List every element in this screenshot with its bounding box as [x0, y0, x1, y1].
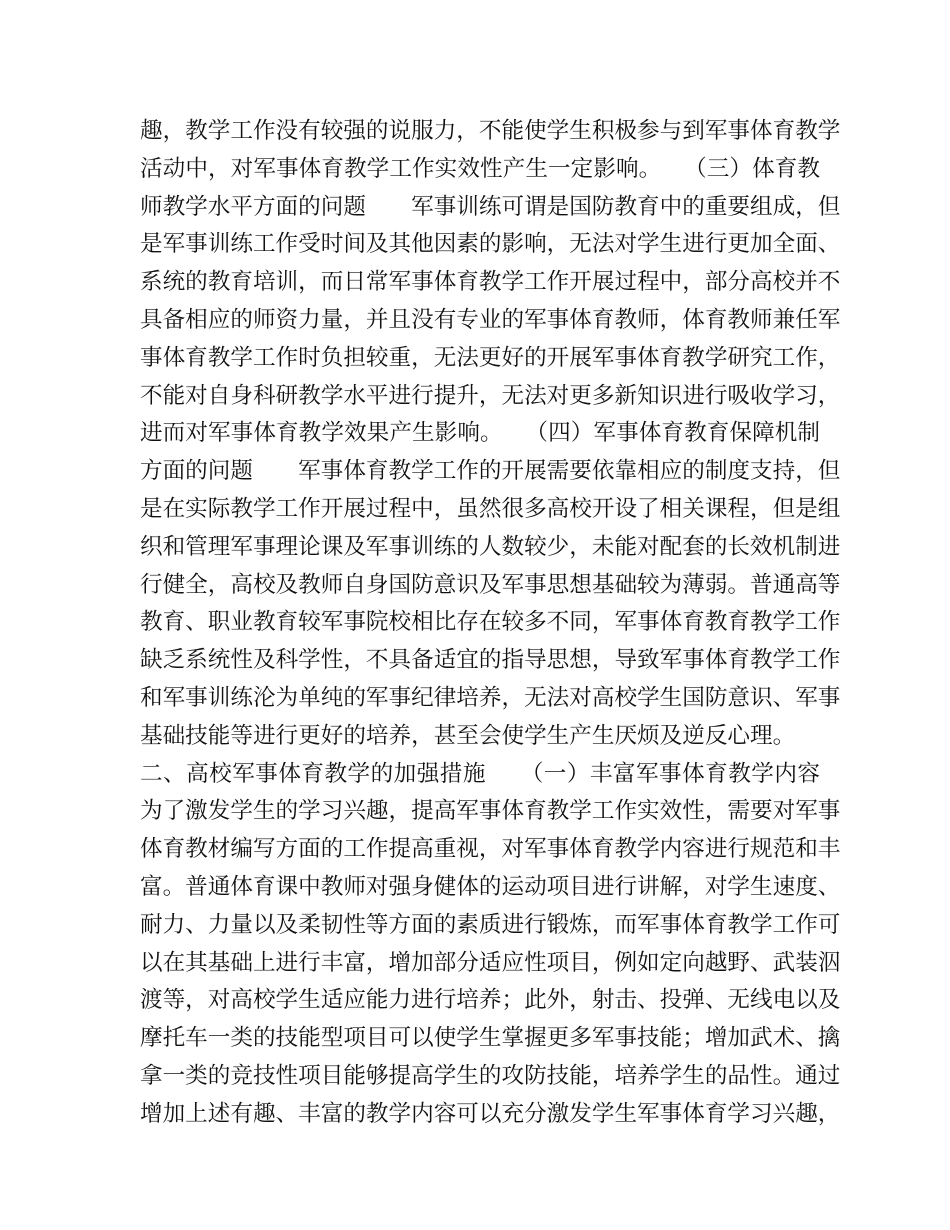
text-line: 和军事训练沦为单纯的军事纪律培养，无法对高校学生国防意识、军事	[140, 684, 841, 711]
text-line: 耐力、力量以及柔韧性等方面的素质进行锻炼，而军事体育教学工作可	[140, 911, 841, 938]
text-line: 系统的教育培训，而日常军事体育教学工作开展过程中，部分高校并不	[140, 269, 841, 296]
text-line: 渡等，对高校学生适应能力进行培养；此外，射击、投弹、无线电以及	[140, 987, 841, 1014]
text-line: 增加上述有趣、丰富的教学内容可以充分激发学生军事体育学习兴趣，	[140, 1100, 841, 1127]
text-line: 富。普通体育课中教师对强身健体的运动项目进行讲解，对学生速度、	[140, 873, 841, 900]
text-line: 以在其基础上进行丰富，增加部分适应性项目，例如定向越野、武装泅	[140, 949, 841, 976]
text-line: 是军事训练工作受时间及其他因素的影响，无法对学生进行更加全面、	[140, 231, 841, 258]
body-text	[140, 113, 841, 1134]
text-line: 活动中，对军事体育教学工作实效性产生一定影响。 （三）体育教	[140, 155, 820, 182]
text-line: 趣，教学工作没有较强的说服力，不能使学生积极参与到军事体育教学	[140, 118, 841, 144]
text-line: 具备相应的师资力量，并且没有专业的军事体育教师，体育教师兼任军	[140, 306, 841, 333]
text-line: 织和管理军事理论课及军事训练的人数较少，未能对配套的长效机制进	[140, 533, 841, 560]
text-line: 摩托车一类的技能型项目可以使学生掌握更多军事技能；增加武术、擒	[140, 1025, 841, 1052]
text-line: 方面的问题 军事体育教学工作的开展需要依靠相应的制度支持，但	[140, 458, 841, 485]
text-line: 教育、职业教育较军事院校相比存在较多不同，军事体育教育教学工作	[140, 609, 841, 636]
text-line: 进而对军事体育教学效果产生影响。 （四）军事体育教育保障机制	[140, 420, 820, 447]
text-line: 拿一类的竞技性项目能够提高学生的攻防技能，培养学生的品性。通过	[140, 1062, 841, 1089]
text-line: 行健全，高校及教师自身国防意识及军事思想基础较为薄弱。普通高等	[140, 571, 841, 598]
section-heading-line: 二、高校军事体育教学的加强措施 （一）丰富军事体育教学内容	[140, 760, 820, 787]
text-line: 是在实际教学工作开展过程中，虽然很多高校开设了相关课程，但是组	[140, 495, 841, 522]
text-line: 事体育教学工作时负担较重，无法更好的开展军事体育教学研究工作，	[140, 344, 841, 371]
text-line: 缺乏系统性及科学性，不具备适宜的指导思想，导致军事体育教学工作	[140, 647, 841, 674]
text-line: 体育教材编写方面的工作提高重视，对军事体育教学内容进行规范和丰	[140, 836, 841, 863]
text-line: 为了激发学生的学习兴趣，提高军事体育教学工作实效性，需要对军事	[140, 798, 841, 825]
text-line: 不能对自身科研教学水平进行提升，无法对更多新知识进行吸收学习，	[140, 382, 841, 409]
text-line: 师教学水平方面的问题 军事训练可谓是国防教育中的重要组成，但	[140, 193, 841, 220]
text-line: 基础技能等进行更好的培养，甚至会使学生产生厌烦及逆反心理。	[140, 722, 796, 749]
